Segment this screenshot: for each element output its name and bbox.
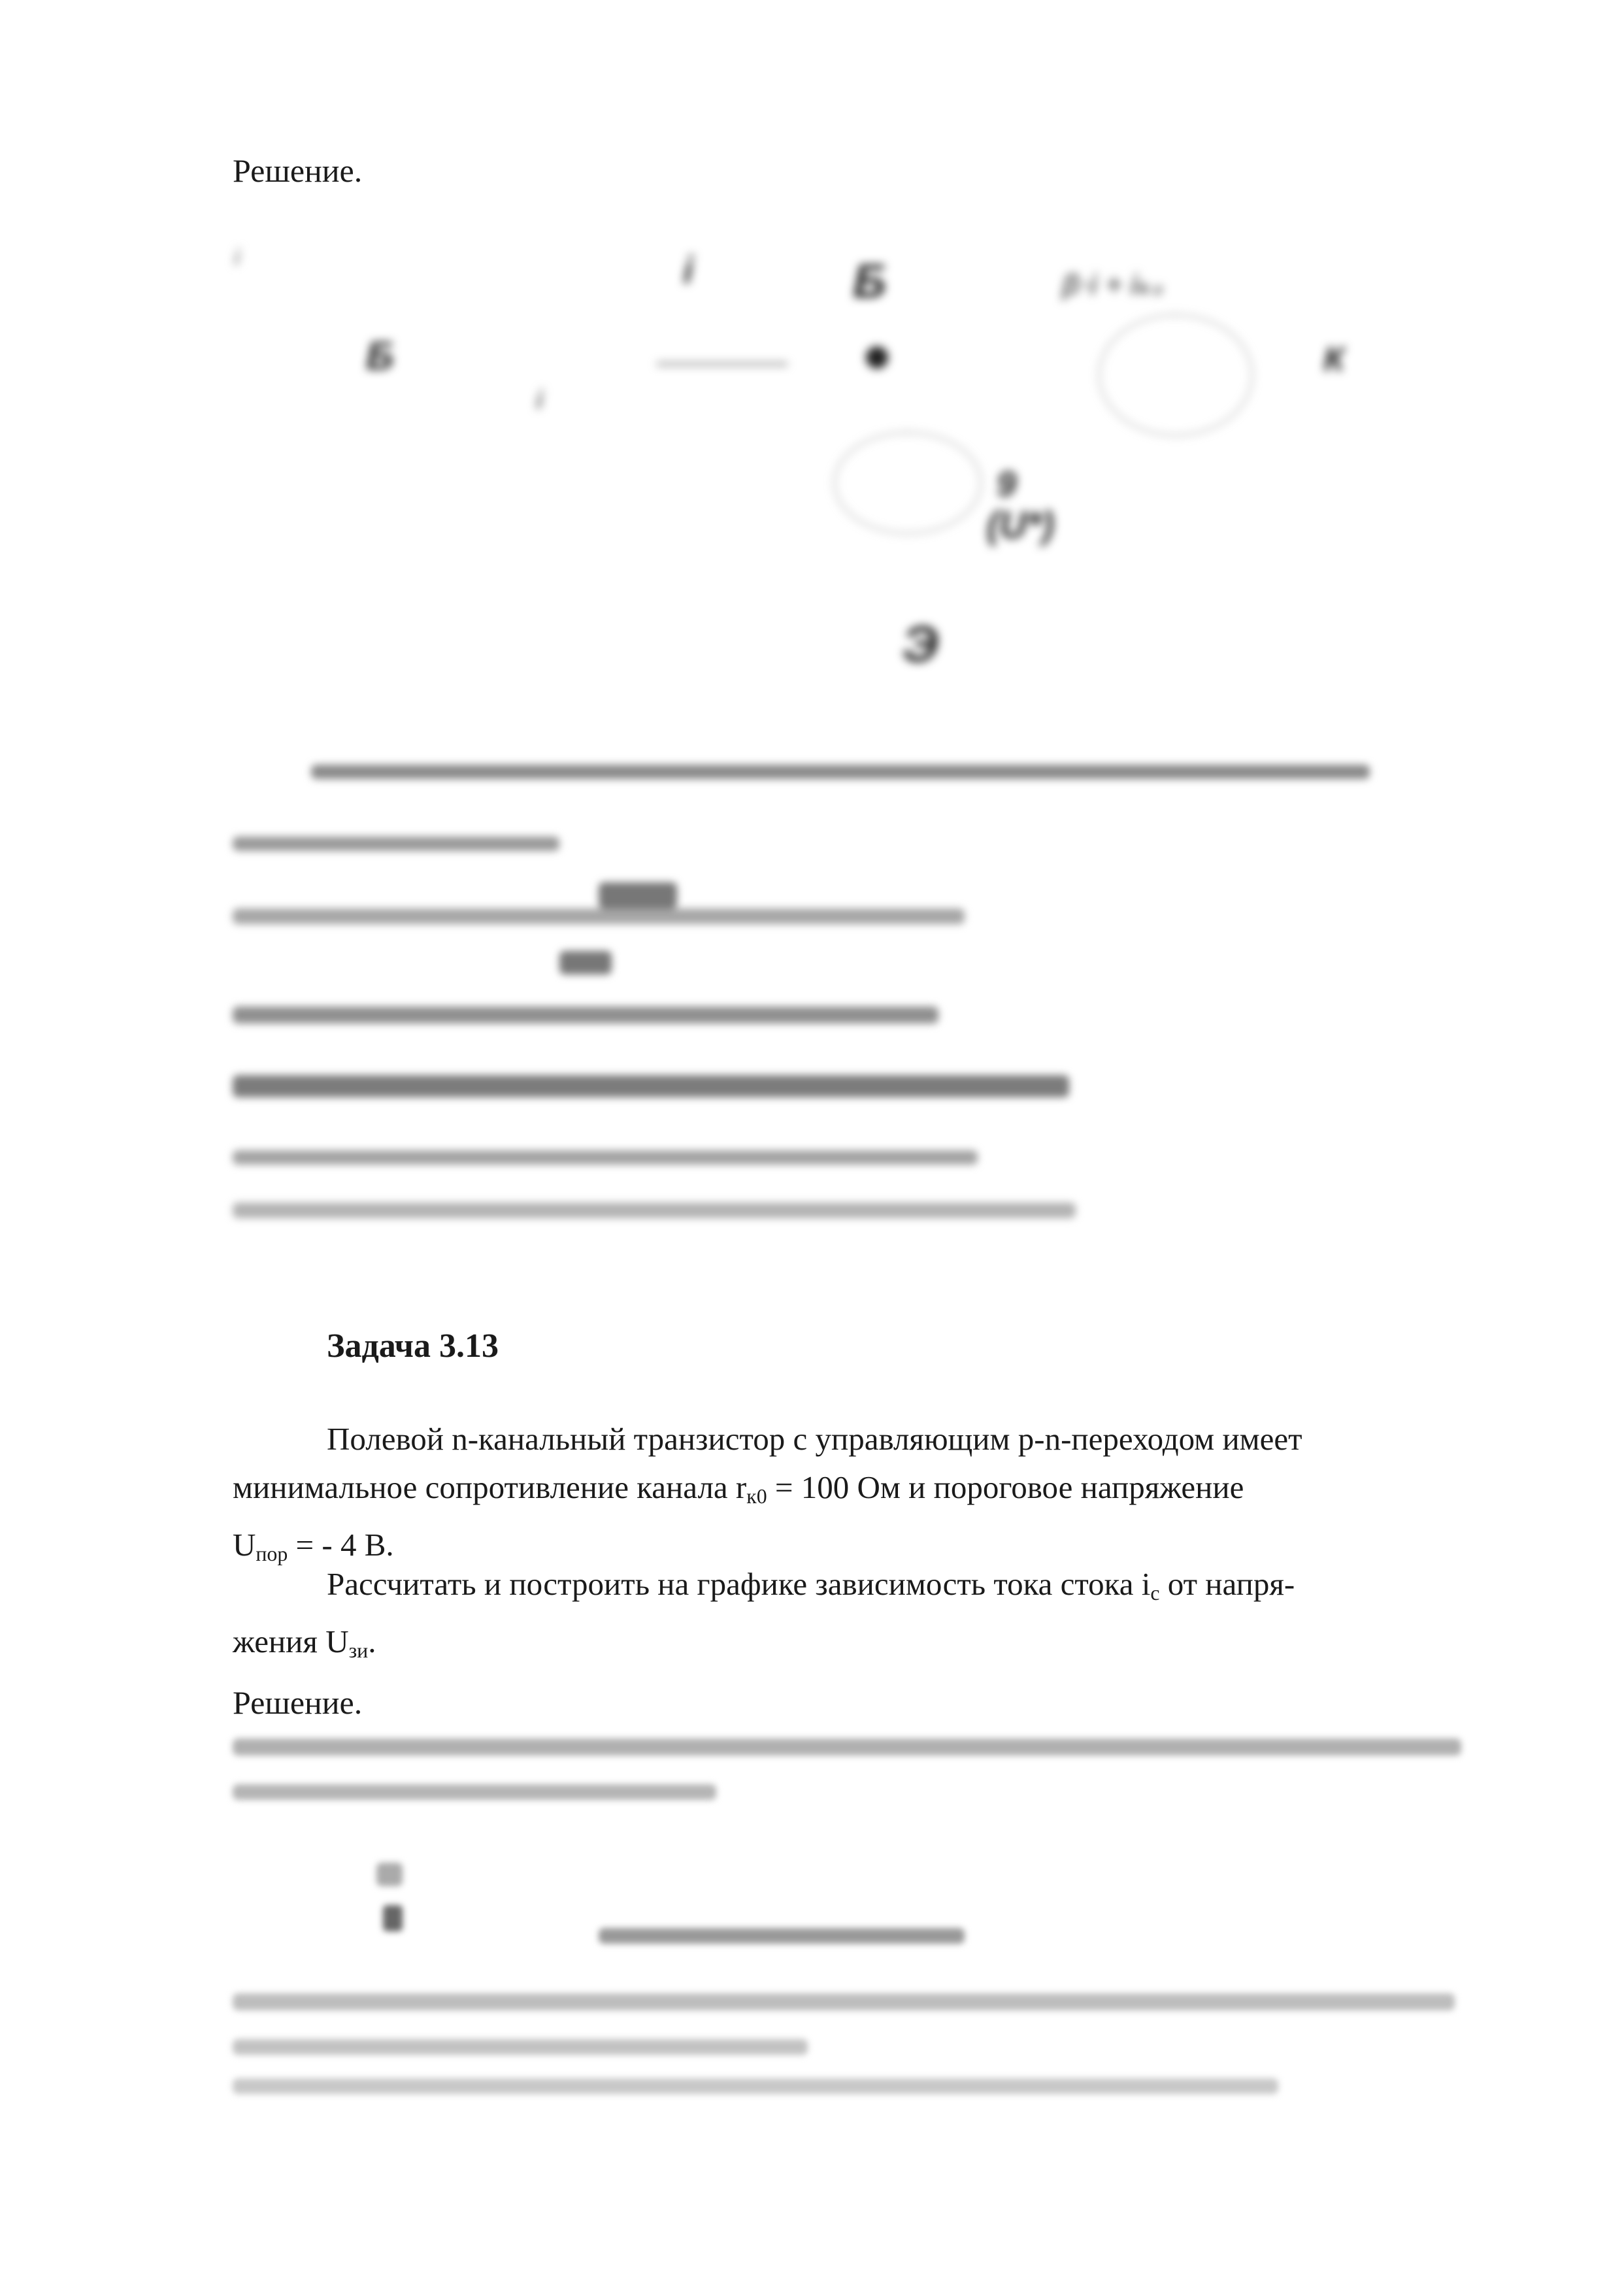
figure-mark: β·i + iₖ₀ [1062,269,1164,301]
illegible-line [311,765,1370,779]
figure-mark: i [683,249,694,291]
illegible-line [233,1007,938,1023]
figure-label-k: К [1323,341,1344,378]
task-line: жения $U_{зи}$. [233,1623,376,1662]
illegible-line [233,908,965,924]
illegible-line [599,1928,965,1944]
figure-shape [1098,314,1253,437]
blurred-calculations [233,745,1461,1242]
illegible-line [233,1203,1076,1218]
illegible-line [233,837,559,851]
figure-mark: i [234,245,240,270]
illegible-line [233,1150,978,1165]
illegible-line [233,1784,716,1800]
figure-label-u-star: (U*) [987,504,1055,546]
illegible-line [233,2078,1278,2094]
task-line: минимальное сопротивление канала $r_{к0} = 100$ Ом и пороговое напряжение [233,1469,1244,1508]
task-paragraph-1 [233,1415,1461,1578]
illegible-line [559,951,612,974]
illegible-line [376,1863,403,1886]
figure-mark: 9 [997,465,1017,504]
illegible-line [599,882,677,908]
task-line: Полевой n-канальный транзистор с управляющим p-n-переходом имеет [327,1421,1302,1457]
task-line: $U_{пор}$ = - 4 В. [233,1526,394,1565]
task-title: Задача 3.13 [327,1327,499,1365]
figure-line [657,363,787,365]
figure-label-b-left: Б [366,334,394,378]
illegible-line [233,1075,1069,1097]
illegible-line [233,2039,808,2055]
illegible-line [233,1993,1455,2010]
blurred-solution [233,1732,1461,2098]
illegible-line [383,1905,403,1931]
figure-node [866,346,888,369]
illegible-line [233,1739,1461,1755]
task-line: Рассчитать и построить на графике зависимость тока стока $i_с$ от напря- [327,1566,1295,1605]
solution-heading-1: Решение. [233,152,363,189]
figure-label-b-top: Б [853,256,886,308]
figure-shape [833,431,982,535]
figure-label-e: Э [902,615,939,673]
circuit-figure [222,216,1464,712]
solution-heading-2: Решение. [233,1684,363,1721]
task-paragraph-2 [233,1560,1461,1675]
figure-mark: i [536,386,544,414]
